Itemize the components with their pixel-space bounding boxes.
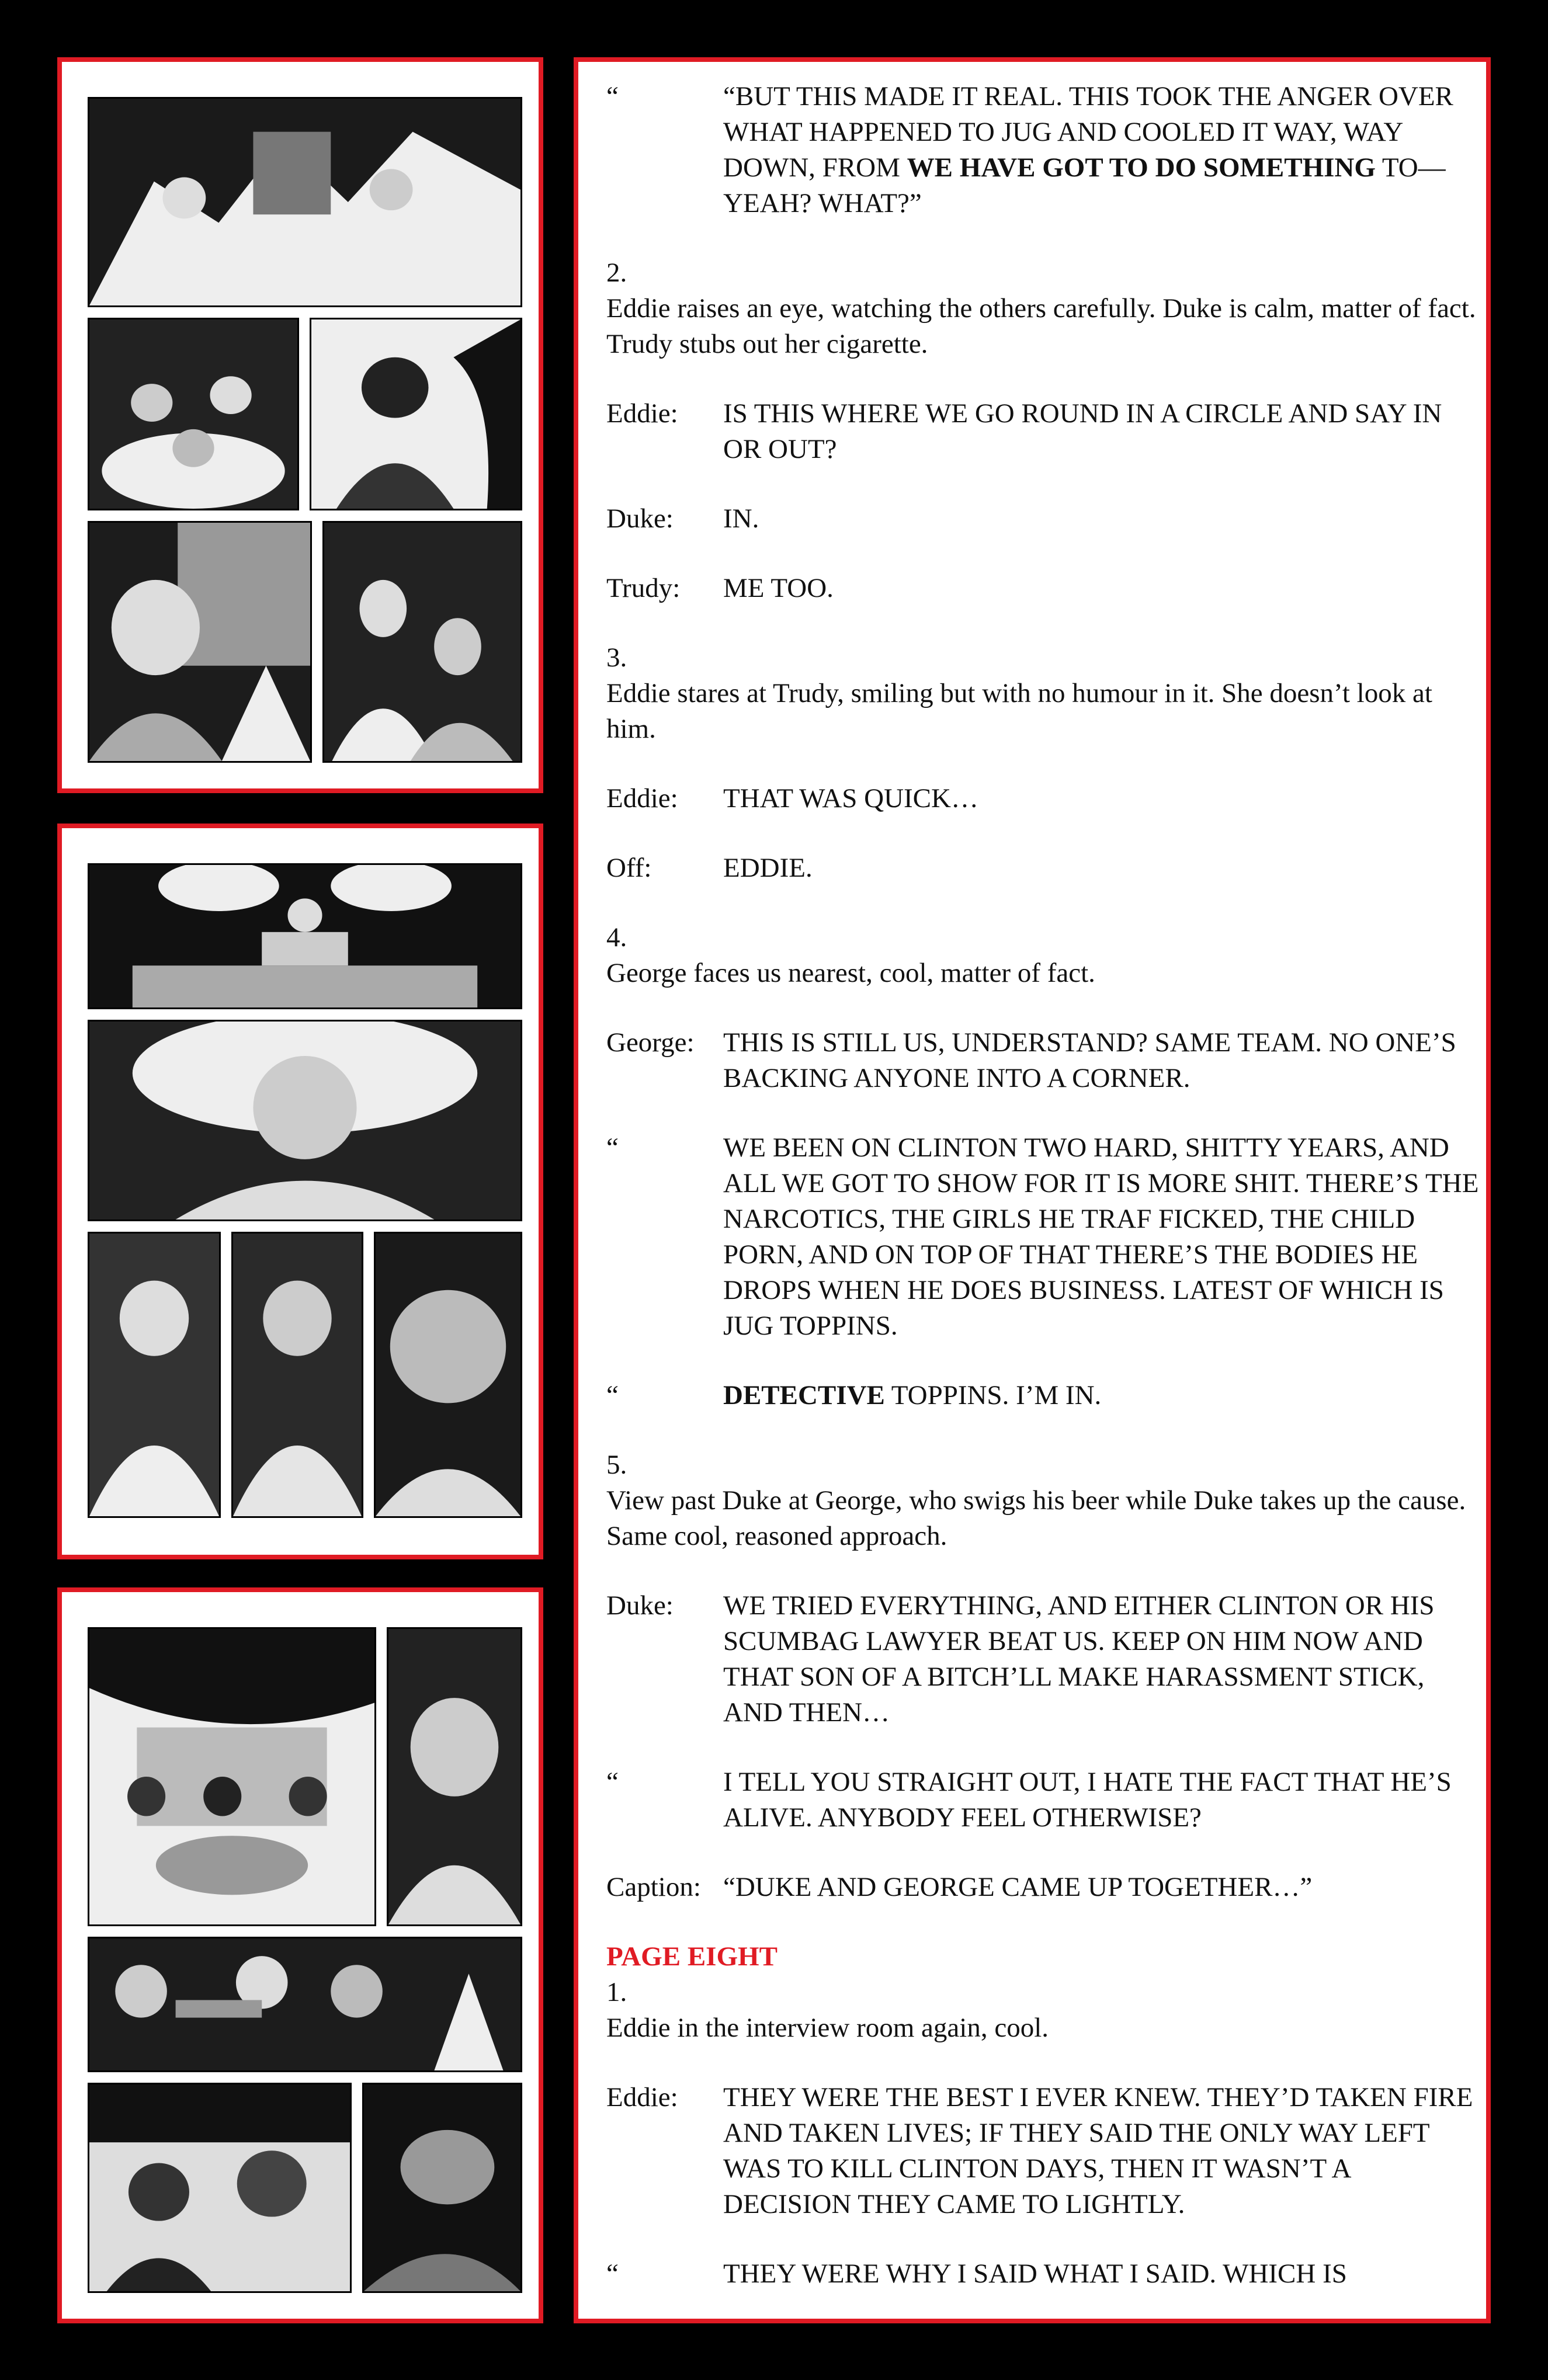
panel-number-8-1: 1.	[606, 1977, 627, 2007]
panel-2-1	[88, 863, 522, 1009]
dialogue-3b	[606, 850, 1483, 886]
art-page-2	[88, 863, 513, 1520]
dialogue-continued-1	[606, 79, 1483, 221]
dialogue-4a	[606, 1025, 1483, 1096]
speaker-label: Eddie:	[606, 783, 678, 814]
dialogue-line: EDDIE.	[723, 853, 813, 883]
panel-description-8-1: Eddie in the interview room again, cool.	[606, 2013, 1049, 2043]
panel-1-1	[88, 97, 522, 307]
panel-3-1	[88, 1627, 376, 1926]
art-thumbnail-3	[57, 1587, 543, 2323]
speaker-label: Trudy:	[606, 573, 681, 603]
dialogue-line: THEY WERE WHY I SAID WHAT I SAID. WHICH IS	[723, 2259, 1347, 2289]
art-thumbnail-2	[57, 824, 543, 1559]
dialogue-line: ME TOO.	[723, 573, 834, 603]
dialogue-line: I TELL YOU STRAIGHT OUT, I HATE THE FACT THAT HE’S ALIVE. ANYBODY FEEL OTHERWISE?	[723, 1767, 1452, 1833]
panel-description-4: George faces us nearest, cool, matter of fact.	[606, 958, 1095, 988]
dialogue-line: THIS IS STILL US, UNDERSTAND? SAME TEAM. NO ONE’S BACKING ANYONE INTO A CORNER.	[723, 1027, 1456, 1093]
speaker-label: Eddie:	[606, 2082, 678, 2113]
panel-1-3	[310, 318, 522, 510]
speaker-label: George:	[606, 1027, 695, 1058]
dialogue-2c	[606, 571, 1483, 606]
emphasis: WE HAVE GOT TO DO SOMETHING	[907, 152, 1376, 183]
dialogue-line: WE BEEN ON CLINTON TWO HARD, SHITTY YEARS, AND ALL WE GOT TO SHOW FOR IT IS MORE SHIT. THERE’S THE NARCOTICS, THE GIRLS HE TRAF FICKED, THE CHILD PORN, AND ON TOP OF THAT THERE’S THE BODIES HE DROPS WHEN HE DOES BUSINESS. LATEST OF WHICH IS JUG TOPPINS.	[723, 1132, 1479, 1341]
panel-number-5: 5.	[606, 1450, 627, 1480]
dialogue-4b	[606, 1130, 1483, 1344]
panel-2-2	[88, 1020, 522, 1221]
panel-3-3	[88, 1937, 522, 2072]
panel-number-2: 2.	[606, 258, 627, 288]
dialogue-line: “BUT THIS MADE IT REAL. THIS TOOK THE ANGER OVER WHAT HAPPENED TO JUG AND COOLED IT WAY, WAY DOWN, FROM WE HAVE GOT TO DO SOMETHING TO—YEAH? WHAT?”	[723, 81, 1453, 218]
speaker-label: “	[606, 81, 619, 112]
dialogue-line: DETECTIVE TOPPINS. I’M IN.	[723, 1380, 1102, 1410]
speaker-label: “	[606, 1767, 619, 1797]
panel-1-2	[88, 318, 299, 510]
dialogue-line: IS THIS WHERE WE GO ROUND IN A CIRCLE AND SAY IN OR OUT?	[723, 398, 1442, 464]
dialogue-5b	[606, 1764, 1483, 1836]
dialogue-line: THEY WERE THE BEST I EVER KNEW. THEY’D TAKEN FIRE AND TAKEN LIVES; IF THEY SAID THE ONLY WAY LEFT WAS TO KILL CLINTON DAYS, THEN IT WASN’T A DECISION THEY CAME TO LIGHTLY.	[723, 2082, 1473, 2219]
emphasis: DETECTIVE	[723, 1380, 885, 1410]
art-page-1	[88, 97, 513, 753]
panel-3-4	[88, 2083, 352, 2293]
panel-3-5	[362, 2083, 522, 2293]
speaker-label: Eddie:	[606, 398, 678, 429]
speaker-label: Duke:	[606, 503, 674, 534]
dialogue-line: WE TRIED EVERYTHING, AND EITHER CLINTON OR HIS SCUMBAG LAWYER BEAT US. KEEP ON HIM NOW AND THAT SON OF A BITCH’LL MAKE HARASSMENT STICK, AND THEN…	[723, 1590, 1435, 1728]
dialogue-8b	[606, 2256, 1483, 2292]
panel-1-5	[322, 521, 522, 763]
script-text	[606, 79, 1483, 2292]
dialogue-5a	[606, 1588, 1483, 1731]
dialogue-8a	[606, 2080, 1483, 2222]
panel-description-5: View past Duke at George, who swigs his beer while Duke takes up the cause. Same cool, reasoned approach.	[606, 1485, 1466, 1551]
panel-description-3: Eddie stares at Trudy, smiling but with no humour in it. She doesn’t look at him.	[606, 678, 1432, 744]
speaker-label: Duke:	[606, 1590, 674, 1621]
panel-2-3	[88, 1232, 221, 1518]
dialogue-4c	[606, 1378, 1483, 1413]
dialogue-line: IN.	[723, 503, 759, 534]
dialogue-2a	[606, 396, 1483, 467]
panel-description-2: Eddie raises an eye, watching the others carefully. Duke is calm, matter of fact. Trudy stubs out her cigarette.	[606, 293, 1476, 359]
dialogue-3a	[606, 781, 1483, 817]
caption-5c	[606, 1870, 1483, 1905]
panel-2-5	[374, 1232, 522, 1518]
panel-number-4: 4.	[606, 922, 627, 953]
art-thumbnail-1	[57, 57, 543, 793]
speaker-label: “	[606, 1132, 619, 1163]
speaker-label: “	[606, 2259, 619, 2289]
panel-number-3: 3.	[606, 642, 627, 673]
speaker-label: “	[606, 1380, 619, 1410]
page-heading: PAGE EIGHT	[606, 1941, 778, 1972]
art-page-3	[88, 1627, 513, 2284]
dialogue-2b	[606, 501, 1483, 537]
dialogue-line: THAT WAS QUICK…	[723, 783, 978, 814]
panel-2-4	[231, 1232, 363, 1518]
panel-3-2	[387, 1627, 522, 1926]
speaker-label: Off:	[606, 853, 652, 883]
speaker-label: Caption:	[606, 1872, 701, 1902]
panel-1-4	[88, 521, 312, 763]
caption-line: “DUKE AND GEORGE CAME UP TOGETHER…”	[723, 1872, 1313, 1902]
